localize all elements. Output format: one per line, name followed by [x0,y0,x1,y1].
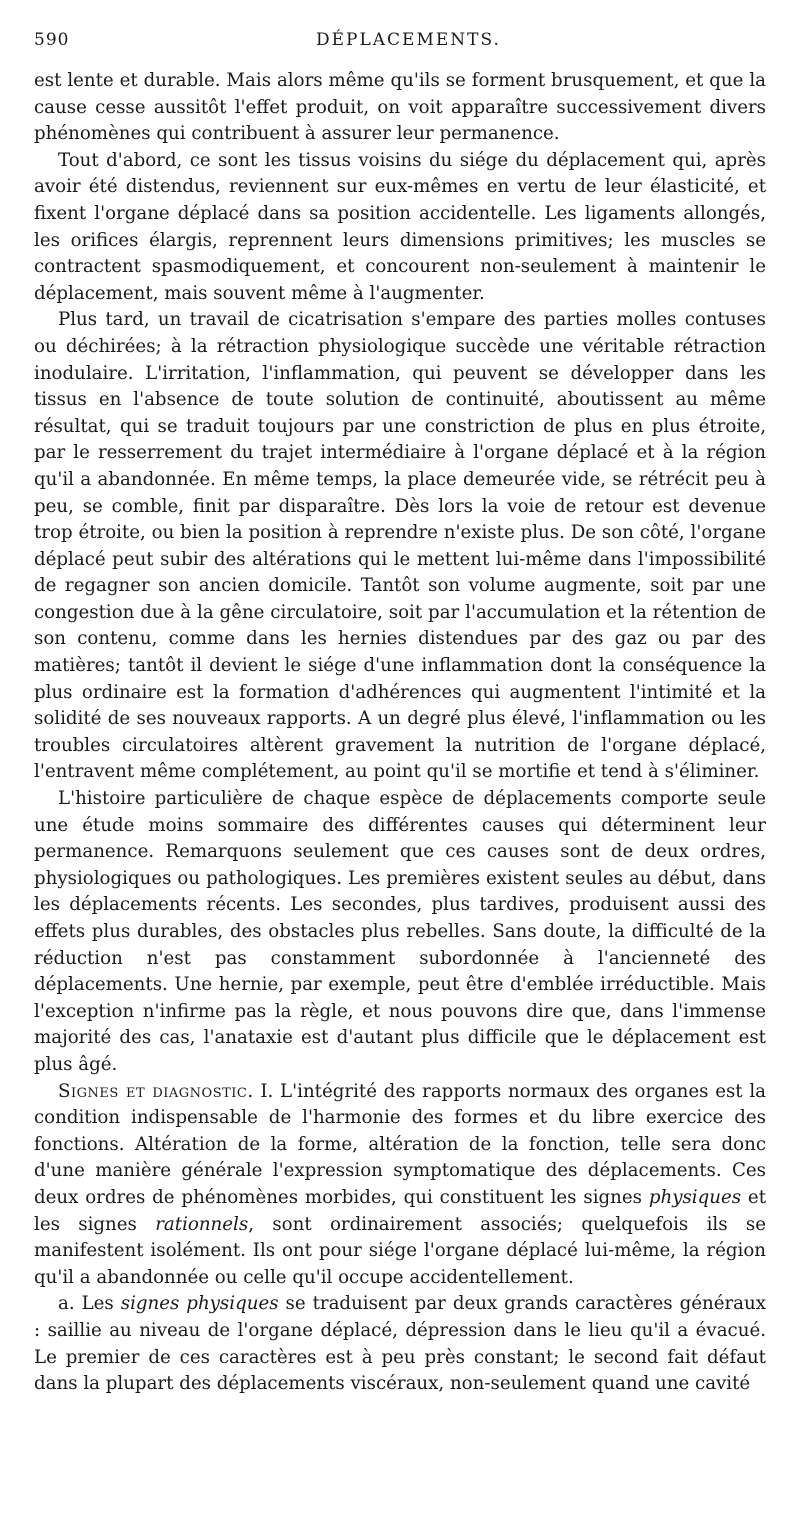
paragraph-5-tail: , sont ordinairement associés; quelquefois ils se manifestent isolément. Ils ont pour siége l'organe déplacé lui-même, la région qu'il a abandonnée ou celle qu'il occupe accidentellement. [34,1213,766,1288]
paragraph-6-tail: se traduisent par deux grands caractères généraux : saillie au niveau de l'organe déplacé, dépression dans le lieu qu'il a évacué. Le premier de ces caractères est à peu près constant; le second fait défaut dans la plupart des déplacements viscéraux, non-seulement quand une cavité [34,1293,766,1395]
paragraph-6-prefix: a. Les [58,1293,121,1315]
paragraph-5-signes [34,1079,766,1292]
page-number: 590 [34,30,70,50]
emphasis-physiques: physiques [648,1186,742,1208]
paragraph-3: Plus tard, un travail de cicatrisation s'empare des parties molles contuses ou déchirées; à la rétraction physiologique succède une véritable rétraction inodulaire. L'irritation, l'inflammation, qui peuvent se développer dans les tissus en l'absence de toute solution de continuité, aboutissent au même résultat, qui se traduit toujours par une constriction de plus en plus étroite, par le resserrement du trajet intermédiaire à l'organe déplacé et à la région qu'il a abandonnée. En même temps, la place demeurée vide, se rétrécit peu à peu, se comble, finit par disparaître. Dès lors la voie de retour est devenue trop étroite, ou bien la position à reprendre n'existe plus. De son côté, l'organe déplacé peut subir des altérations qui le mettent lui-même dans l'impossibilité de regagner son ancien domicile. Tantôt son volume augmente, soit par une congestion due à la gêne circulatoire, soit par l'accumulation et la rétention de son contenu, comme dans les hernies distendues par des gaz ou par des matières; tantôt il devient le siége d'une inflammation dont la conséquence la plus ordinaire est la formation d'adhérences qui augmentent l'intimité et la solidité de ses nouveaux rapports. A un degré plus élevé, l'inflammation ou les troubles circulatoires altèrent gravement la nutrition de l'organe déplacé, l'entravent même complétement, au point qu'il se mortifie et tend à s'éliminer. [34,309,766,783]
paragraph-6 [34,1291,766,1397]
paragraph-5-mid: et les signes [34,1186,767,1235]
section-heading: Signes et diagnostic. [58,1080,254,1102]
emphasis-rationnels: rationnels [155,1213,249,1235]
document-page [34,30,766,1398]
paragraph-1: est lente et durable. Mais alors même qu'ils se forment brusquement, et que la cause cesse aussitôt l'effet produit, on voit apparaître successivement divers phénomènes qui contribuent à assurer leur permanence. [34,70,766,145]
body-text [34,68,766,1398]
paragraph-5-text: I. L'intégrité des rapports normaux des organes est la condition indispensable de l'harmonie des formes et du libre exercice des fonctions. Altération de la forme, altération de la fonction, telle sera donc d'une manière générale l'expression symptomatique des déplacements. Ces deux ordres de phénomènes morbides, qui constituent les signes [34,1080,766,1208]
page-header [34,30,766,58]
paragraph-4: L'histoire particulière de chaque espèce de déplacements comporte seule une étude moins sommaire des différentes causes qui déterminent leur permanence. Remarquons seulement que ces causes sont de deux ordres, physiologiques ou pathologiques. Les premières existent seules au début, dans les déplacements récents. Les secondes, plus tardives, produisent aussi des effets plus durables, des obstacles plus rebelles. Sans doute, la difficulté de la réduction n'est pas constamment subordonnée à l'ancienneté des déplacements. Une hernie, par exemple, peut être d'emblée irréductible. Mais l'exception n'infirme pas la règle, et nous pouvons dire que, dans l'immense majorité des cas, l'anataxie est d'autant plus difficile que le déplacement est plus âgé. [34,788,766,1075]
emphasis-signes-physiques: signes physiques [120,1293,279,1315]
paragraph-2: Tout d'abord, ce sont les tissus voisins du siége du déplacement qui, après avoir été distendus, reviennent sur eux-mêmes en vertu de leur élasticité, et fixent l'organe déplacé dans sa position accidentelle. Les ligaments allongés, les orifices élargis, reprennent leurs dimensions primitives; les muscles se contractent spasmodiquement, et concourent non-seulement à maintenir le déplacement, mais souvent même à l'augmenter. [34,149,766,304]
running-title: DÉPLACEMENTS. [316,30,501,50]
